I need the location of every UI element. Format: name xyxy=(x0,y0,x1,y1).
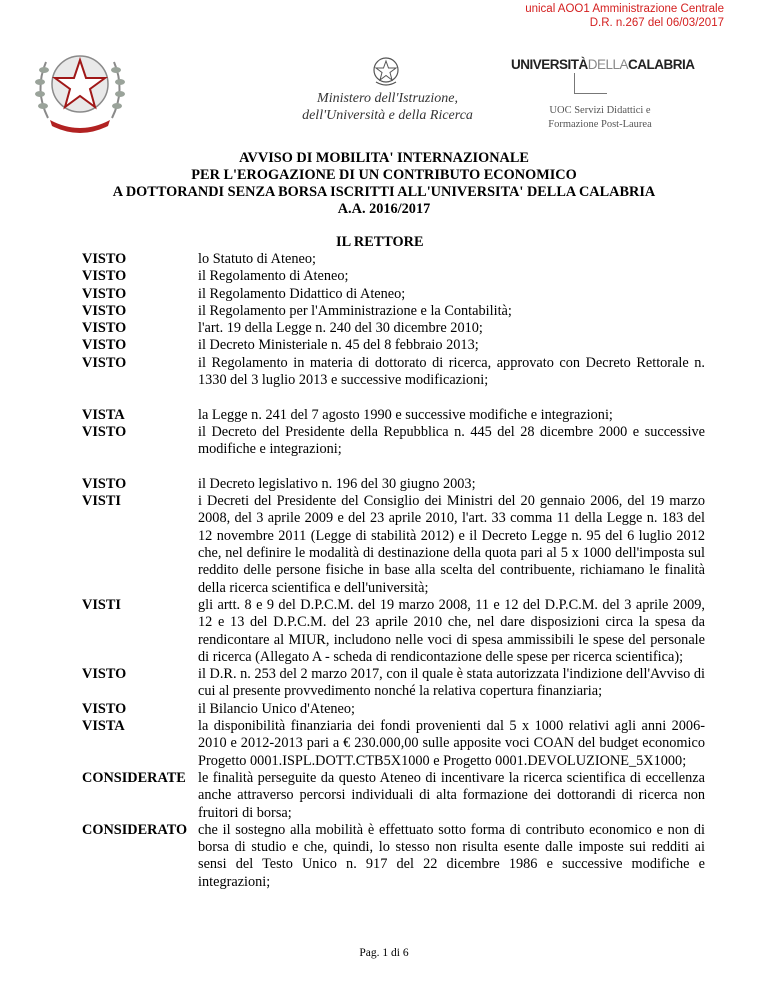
preamble-keyword: VISTO xyxy=(82,337,127,354)
page-number: Pag. 1 di 6 xyxy=(359,947,409,959)
preamble-text: il Decreto Ministeriale n. 45 del 8 febbraio 2013; xyxy=(198,337,479,354)
preamble-row xyxy=(82,666,705,701)
preamble-text: la Legge n. 241 del 7 agosto 1990 e successive modifiche e integrazioni; xyxy=(198,406,613,423)
preamble-text: il Decreto legislativo n. 196 del 30 giugno 2003; xyxy=(198,475,476,492)
preamble-text: che il sostegno alla mobilità è effettuato sotto forma di contributo economico e non di borsa di studio e che, quindi, lo stesso non risulta esente dalle imposte sui redditi ai sensi del Testo Unico n. 917 del 22 dicembre 1986 e successive modifiche e integrazioni; xyxy=(198,821,705,890)
preamble-row xyxy=(82,337,705,354)
preamble-keyword: VISTO xyxy=(82,700,127,717)
italian-republic-emblem-icon xyxy=(28,40,132,140)
preamble-keyword: CONSIDERATO xyxy=(82,821,188,838)
logo-part-della: DELLA xyxy=(587,57,629,72)
title-line-4: A.A. 2016/2017 xyxy=(337,201,431,217)
university-logo xyxy=(511,57,695,73)
ministry-line-1: Ministero dell'Istruzione, xyxy=(317,91,458,106)
rettore-heading: IL RETTORE xyxy=(336,234,424,250)
preamble-text: le finalità perseguite da questo Ateneo di incentivare la ricerca scientifica di eccellenza anche attraverso percorsi individuali di alta formazione dei dottorandi di ricerca non fruitori di borsa; xyxy=(198,769,705,821)
preamble-keyword: VISTO xyxy=(82,251,127,267)
preamble-text: lo Statuto di Ateneo; xyxy=(198,251,316,267)
preamble-row xyxy=(82,268,705,285)
office-line-1: UOC Servizi Didattici e xyxy=(549,105,651,116)
preamble-keyword: VISTO xyxy=(82,666,127,683)
preamble-keyword: VISTO xyxy=(82,354,127,371)
preamble-keyword: VISTA xyxy=(82,718,125,735)
preamble-row xyxy=(82,355,705,390)
preamble-row xyxy=(82,701,705,718)
preamble-text: gli artt. 8 e 9 del D.P.C.M. del 19 marzo 2008, 11 e 12 del D.P.C.M. del 3 aprile 2009, 12 e 13 del D.P.C.M. del 23 aprile 2010 che, nel dare disposizioni circa la spesa da rendicontare al MIUR, includono nelle voci di spesa ammissibili le spese del personale di ricerca (Allegato A - scheda di rendicontazione delle spese per ricerca scientifica); xyxy=(198,596,705,665)
preamble-keyword: VISTO xyxy=(82,302,127,319)
preamble-keyword: VISTA xyxy=(82,406,125,423)
preamble-row xyxy=(82,303,705,320)
preamble-row xyxy=(82,424,705,459)
preamble-text: il Regolamento di Ateneo; xyxy=(198,268,349,285)
preamble-row xyxy=(82,770,705,822)
preamble-keyword: CONSIDERATE xyxy=(82,769,186,786)
preamble-text: il Regolamento in materia di dottorato di ricerca, approvato con Decreto Rettorale n. 1330 del 3 luglio 2013 e successive modificazioni; xyxy=(198,354,705,389)
preamble-row xyxy=(82,597,705,666)
logo-part-universita: UNIVERSITÀ xyxy=(511,57,588,72)
preamble-keyword: VISTO xyxy=(82,285,127,302)
preamble-keyword: VISTO xyxy=(82,475,127,492)
preamble-text: il D.R. n. 253 del 2 marzo 2017, con il quale è stata autorizzata l'indizione dell'Avviso di cui al presente provvedimento nonché la relativa copertura finanziaria; xyxy=(198,666,705,700)
preamble-row xyxy=(82,286,705,303)
ministry-emblem-icon xyxy=(370,54,402,88)
preamble-keyword: VISTI xyxy=(82,596,121,613)
preamble-text: il Bilancio Unico d'Ateneo; xyxy=(198,700,356,717)
preamble-text: il Regolamento Didattico di Ateneo; xyxy=(198,285,406,302)
preamble-row xyxy=(82,251,705,268)
preamble-text: il Regolamento per l'Amministrazione e la Contabilità; xyxy=(198,302,512,319)
preamble-text: il Decreto del Presidente della Repubblica n. 445 del 28 dicembre 2000 e successive modifiche e integrazioni; xyxy=(198,423,705,458)
preamble-row xyxy=(82,493,705,597)
preamble-row xyxy=(82,718,705,770)
preamble-row xyxy=(82,822,705,891)
logo-part-calabria: CALABRIA xyxy=(628,57,695,72)
preamble-row xyxy=(82,320,705,337)
office-name xyxy=(545,104,655,132)
stamp-line-1: unical AOO1 Amministrazione Centrale xyxy=(525,3,724,15)
title-line-2: PER L'EROGAZIONE DI UN CONTRIBUTO ECONOMICO xyxy=(191,167,577,183)
preamble-row xyxy=(82,476,705,493)
office-line-2: Formazione Post-Laurea xyxy=(548,119,652,130)
protocol-stamp xyxy=(525,2,724,30)
preamble-list xyxy=(82,251,705,891)
ministry-line-2: dell'Università e della Ricerca xyxy=(302,108,473,123)
preamble-row xyxy=(82,407,705,424)
preamble-text: l'art. 19 della Legge n. 240 del 30 dicembre 2010; xyxy=(198,320,483,337)
preamble-keyword: VISTI xyxy=(82,493,121,510)
preamble-keyword: VISTO xyxy=(82,268,127,285)
ministry-name xyxy=(300,90,475,124)
logo-frame-line xyxy=(574,73,607,94)
title-line-1: AVVISO DI MOBILITA' INTERNAZIONALE xyxy=(239,150,529,166)
document-title xyxy=(0,150,768,218)
stamp-line-2: D.R. n.267 del 06/03/2017 xyxy=(589,17,724,29)
preamble-text: la disponibilità finanziaria dei fondi provenienti dal 5 x 1000 relativi agli anni 2006-2010 e 2012-2013 pari a € 230.000,00 sulle apposite voci COAN del budget economico Progetto 0001.ISPL.DOTT.CTB5X1000 e Progetto 0001.DEVOLUZIONE_5X1000; xyxy=(198,718,705,769)
preamble-keyword: VISTO xyxy=(82,423,127,440)
title-line-3: A DOTTORANDI SENZA BORSA ISCRITTI ALL'UNIVERSITA' DELLA CALABRIA xyxy=(112,184,656,200)
preamble-text: i Decreti del Presidente del Consiglio dei Ministri del 20 gennaio 2006, del 19 marzo 2008, del 3 aprile 2009 e del 23 aprile 2010, l'art. 33 comma 11 della Legge n. 183 del 12 novembre 2011 (Legge di stabilità 2012) e il Decreto Legge n. 95 del 6 luglio 2012 che, nel definire le modalità di destinazione della quota pari al 5 x 1000 dell'imposta sul reddito delle persone fisiche in base alla scelta del contribuente, richiamano le finalità della ricerca scientifica e dell'università; xyxy=(198,493,705,596)
preamble-keyword: VISTO xyxy=(82,320,127,337)
